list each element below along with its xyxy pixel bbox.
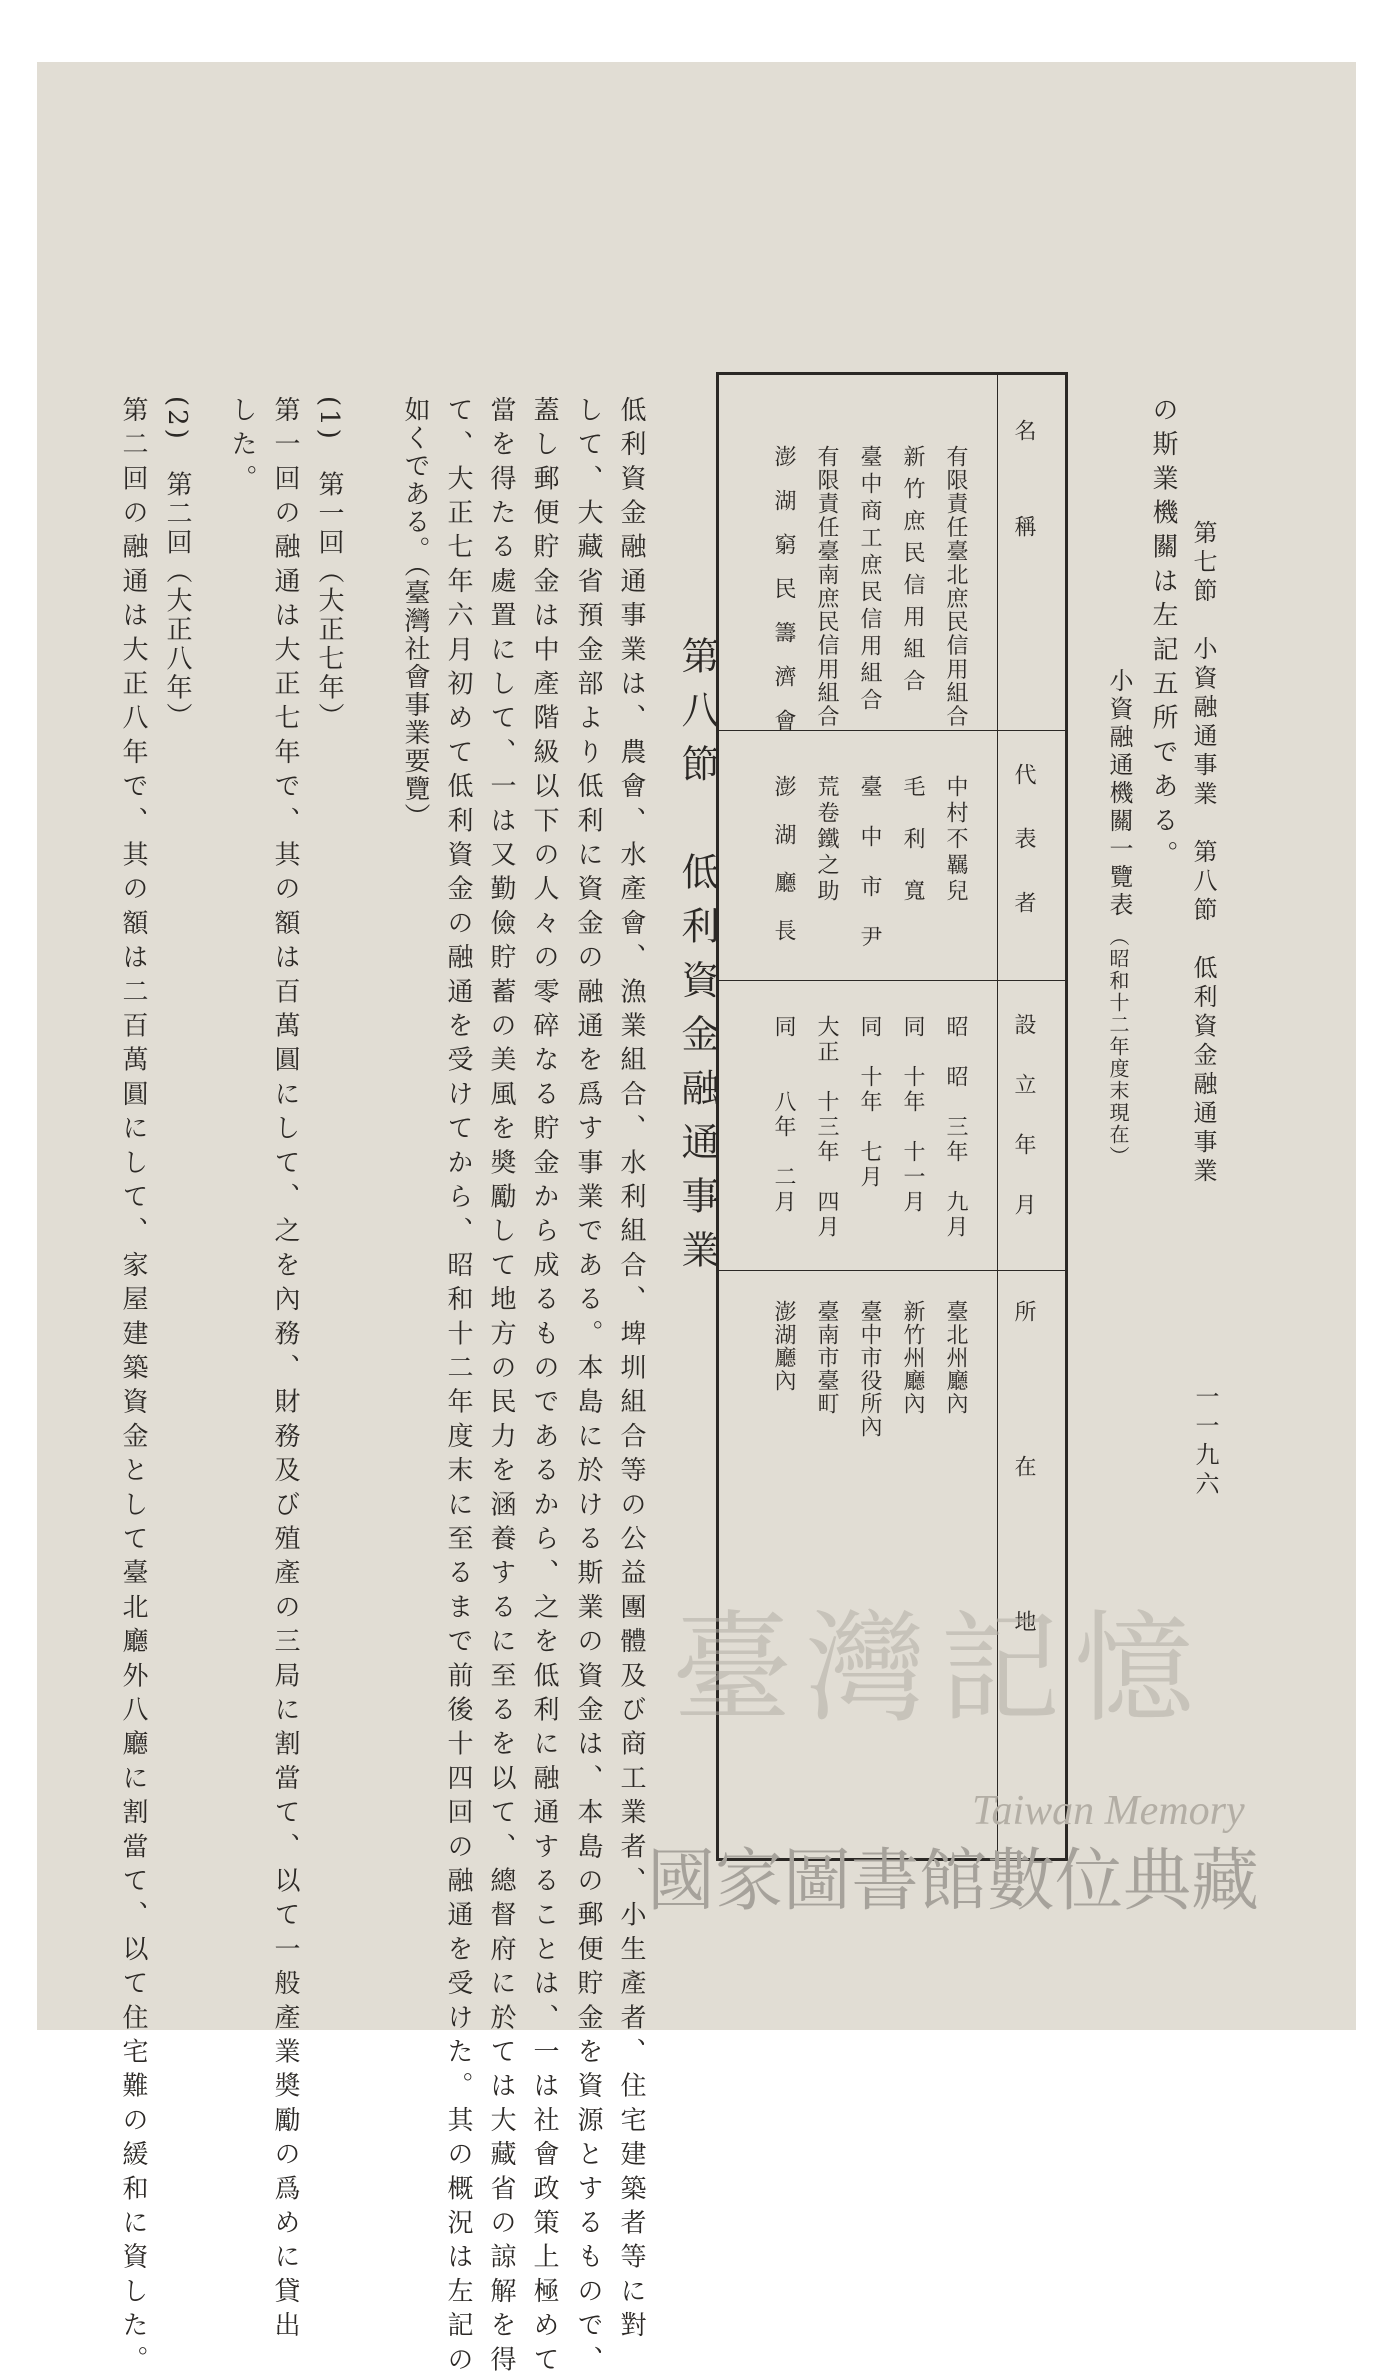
paragraph-line: 低利資金融通事業は、農會、水產會、漁業組合、水利組合、埤圳組合等の公益團體及び商工業者、小生產者、住宅建築者等に對 xyxy=(616,396,646,2346)
institution-name: 有限責任臺北庶民信用組合 xyxy=(943,445,968,729)
page-number: 一一九六 xyxy=(1191,1384,1219,1500)
intro-line: の斯業機關は左記五所である。 xyxy=(1148,396,1178,875)
paragraph-line: 蓋し郵便貯金は中產階級以下の人々の零碎なる貯金から成るものであるから、之を低利に融通することは、一は社會政策上極めて xyxy=(529,396,559,2380)
section-title: 第八節 低利資金融通事業 xyxy=(675,636,719,1284)
established-date: 大正 十三年 四月 xyxy=(814,1015,839,1240)
established-date: 同 十年 十一月 xyxy=(900,1015,925,1215)
established-date: 同 十年 七月 xyxy=(857,1015,882,1190)
representative: 澎 湖 廳 長 xyxy=(771,775,796,943)
header-established: 設 立 年 月 xyxy=(1011,1013,1036,1223)
location: 新竹州廳內 xyxy=(900,1300,925,1415)
item-heading: (2) 第二回（大正八年） xyxy=(162,396,192,732)
location: 臺南市臺町 xyxy=(814,1300,839,1415)
watermark-institution: 國家圖書館數位典藏 xyxy=(647,1842,1260,1921)
item-line: 第一回の融通は大正七年で、其の額は百萬圓にして、之を內務、財務及び殖產の三局に割當て、以て一般產業奬勵の爲めに貸出 xyxy=(270,396,300,2346)
established-date: 同 八年 二月 xyxy=(771,1015,796,1215)
table-row-divider xyxy=(719,980,1065,981)
location: 澎湖廳內 xyxy=(771,1300,796,1392)
institution-name: 臺中商工庶民信用組合 xyxy=(857,445,882,715)
header-representative: 代 表 者 xyxy=(1011,763,1036,923)
item-heading: (1) 第一回（大正七年） xyxy=(314,396,344,732)
institution-name: 澎 湖 窮 民 籌 濟 會 xyxy=(771,445,796,731)
location: 臺北州廳內 xyxy=(943,1300,968,1415)
representative: 中村不羈兒 xyxy=(943,775,968,905)
established-date: 昭 昭 三年 九月 xyxy=(943,1015,968,1240)
paragraph-line: 當を得たる處置にして、一は又勤儉貯蓄の美風を奬勵して地方の民力を涵養するに至るを以て、總督府に於ては大藏省の諒解を得 xyxy=(486,396,516,2380)
location: 臺中市役所內 xyxy=(857,1300,882,1438)
item-line: した。 xyxy=(227,396,257,499)
paragraph-line: して、大藏省預金部より低利に資金の融通を爲す事業である。本島に於ける斯業の資金は、本島の郵便貯金を資源とするもので、 xyxy=(573,396,603,2380)
table-row-divider xyxy=(719,1270,1065,1271)
watermark-calligraphy: 臺灣記憶 xyxy=(672,1600,1208,1739)
watermark-english: Taiwan Memory xyxy=(972,1788,1245,1834)
running-title: 第七節 小資融通事業 第八節 低利資金融通事業 xyxy=(1189,520,1217,1187)
representative: 臺 中 市 尹 xyxy=(857,775,882,950)
institution-name: 有限責任臺南庶民信用組合 xyxy=(814,445,839,729)
paragraph-line: て、大正七年六月初めて低利資金の融通を受けてから、昭和十二年度末に至るまで前後十四回の融通を受けた。其の概況は左記の xyxy=(443,396,473,2380)
representative: 毛 利 寬 xyxy=(900,775,925,905)
item-line: 第二回の融通は大正八年で、其の額は二百萬圓にして、家屋建築資金として臺北廳外八廳に割當て、以て住宅難の緩和に資した。 xyxy=(118,396,148,2380)
header-location: 所 在 地 xyxy=(1011,1300,1036,1641)
table-title-note: （昭和十二年度末現在） xyxy=(1106,926,1130,1168)
header-name: 名 稱 xyxy=(1011,419,1036,547)
table-title: 小資融通機關一覽表 xyxy=(1105,668,1133,920)
institution-name: 新竹庶民信用組合 xyxy=(900,445,925,701)
representative: 荒卷鐵之助 xyxy=(814,775,839,905)
paragraph-line: 如くである。（臺灣社會事業要覽） xyxy=(400,396,430,831)
